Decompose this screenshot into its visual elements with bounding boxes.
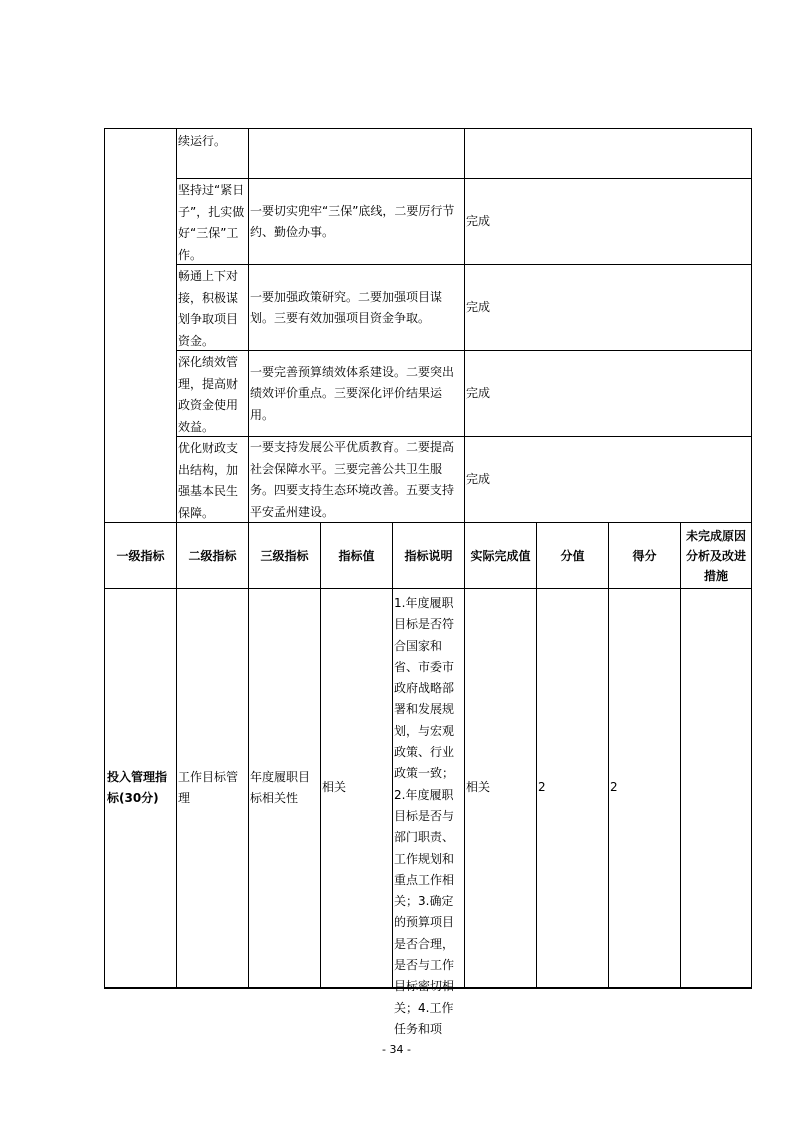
status-text: 完成 — [466, 214, 491, 229]
level1-cell: 投入管理指标(30分) — [107, 769, 168, 805]
header-value: 指标值 — [338, 548, 375, 563]
measure-cell — [250, 352, 463, 436]
table-top-border — [104, 128, 752, 129]
col-border — [680, 522, 681, 988]
header-level2: 二级指标 — [188, 548, 237, 563]
col-border — [751, 128, 752, 988]
header-score: 得分 — [632, 548, 657, 563]
task-cell: 深化绩效管理，提高财政资金使用效益。 — [178, 355, 239, 434]
score-cell: 2 — [610, 780, 618, 795]
status-text: 完成 — [466, 300, 491, 315]
col-border — [536, 522, 537, 988]
actual-cell: 相关 — [466, 780, 491, 795]
task-cell: 优化财政支出结构，加强基本民生保障。 — [178, 441, 239, 520]
description-cell: 1.年度履职目标是否符合国家和省、市委市政府战略部署和发展规划，与宏观政策、行业政策一致；2.年度履职目标是否与部门职责、工作规划和重点工作相关；3.确定的预算项目是否合理，是否与工作目标密切相关；4.工作任务和项 — [394, 596, 455, 1036]
header-level1: 一级指标 — [116, 548, 165, 563]
col-border — [320, 522, 321, 988]
task-cell: 畅通上下对接，积极谋划争取项目资金。 — [178, 269, 239, 348]
measure-text: 一要加强政策研究。二要加强项目谋划。三要有效加强项目资金争取。 — [250, 289, 443, 325]
measure-text: 一要完善预算绩效体系建设。二要突出绩效评价重点。三要深化评价结果运用。 — [250, 364, 455, 422]
header-points: 分值 — [560, 548, 585, 563]
value-cell: 相关 — [322, 780, 347, 795]
header-level3: 三级指标 — [260, 548, 309, 563]
status-text: 完成 — [466, 472, 491, 487]
status-cell — [466, 266, 750, 350]
points-cell: 2 — [538, 780, 546, 795]
header-description: 指标说明 — [404, 548, 453, 563]
header-bottom-border — [104, 588, 752, 589]
status-cell — [466, 180, 750, 264]
reason-cell — [682, 590, 750, 986]
header-actual: 实际完成值 — [470, 548, 531, 563]
measure-cell — [250, 180, 463, 264]
measure-text: 一要切实兜牢“三保”底线，二要厉行节约、勤俭办事。 — [250, 203, 455, 239]
level2-cell: 工作目标管理 — [178, 769, 239, 805]
task-cell: 续运行。 — [178, 134, 227, 148]
measure-cell — [250, 266, 463, 350]
measure-text: 一要支持发展公平优质教育。二要提高社会保障水平。三要完善公共卫生服务。四要支持生态环境改善。五要支持平安孟州建设。 — [250, 440, 455, 519]
page-number: - 34 - — [382, 1043, 411, 1056]
col-border — [608, 522, 609, 988]
status-text: 完成 — [466, 386, 491, 401]
level3-cell: 年度履职目标相关性 — [250, 769, 311, 805]
status-cell — [466, 438, 750, 522]
measure-cell — [250, 438, 463, 522]
status-cell — [466, 352, 750, 436]
header-reason: 未完成原因分析及改进措施 — [685, 528, 746, 583]
task-cell: 坚持过“紧日子”，扎实做好“三保”工作。 — [178, 183, 245, 262]
col-border — [392, 522, 393, 988]
